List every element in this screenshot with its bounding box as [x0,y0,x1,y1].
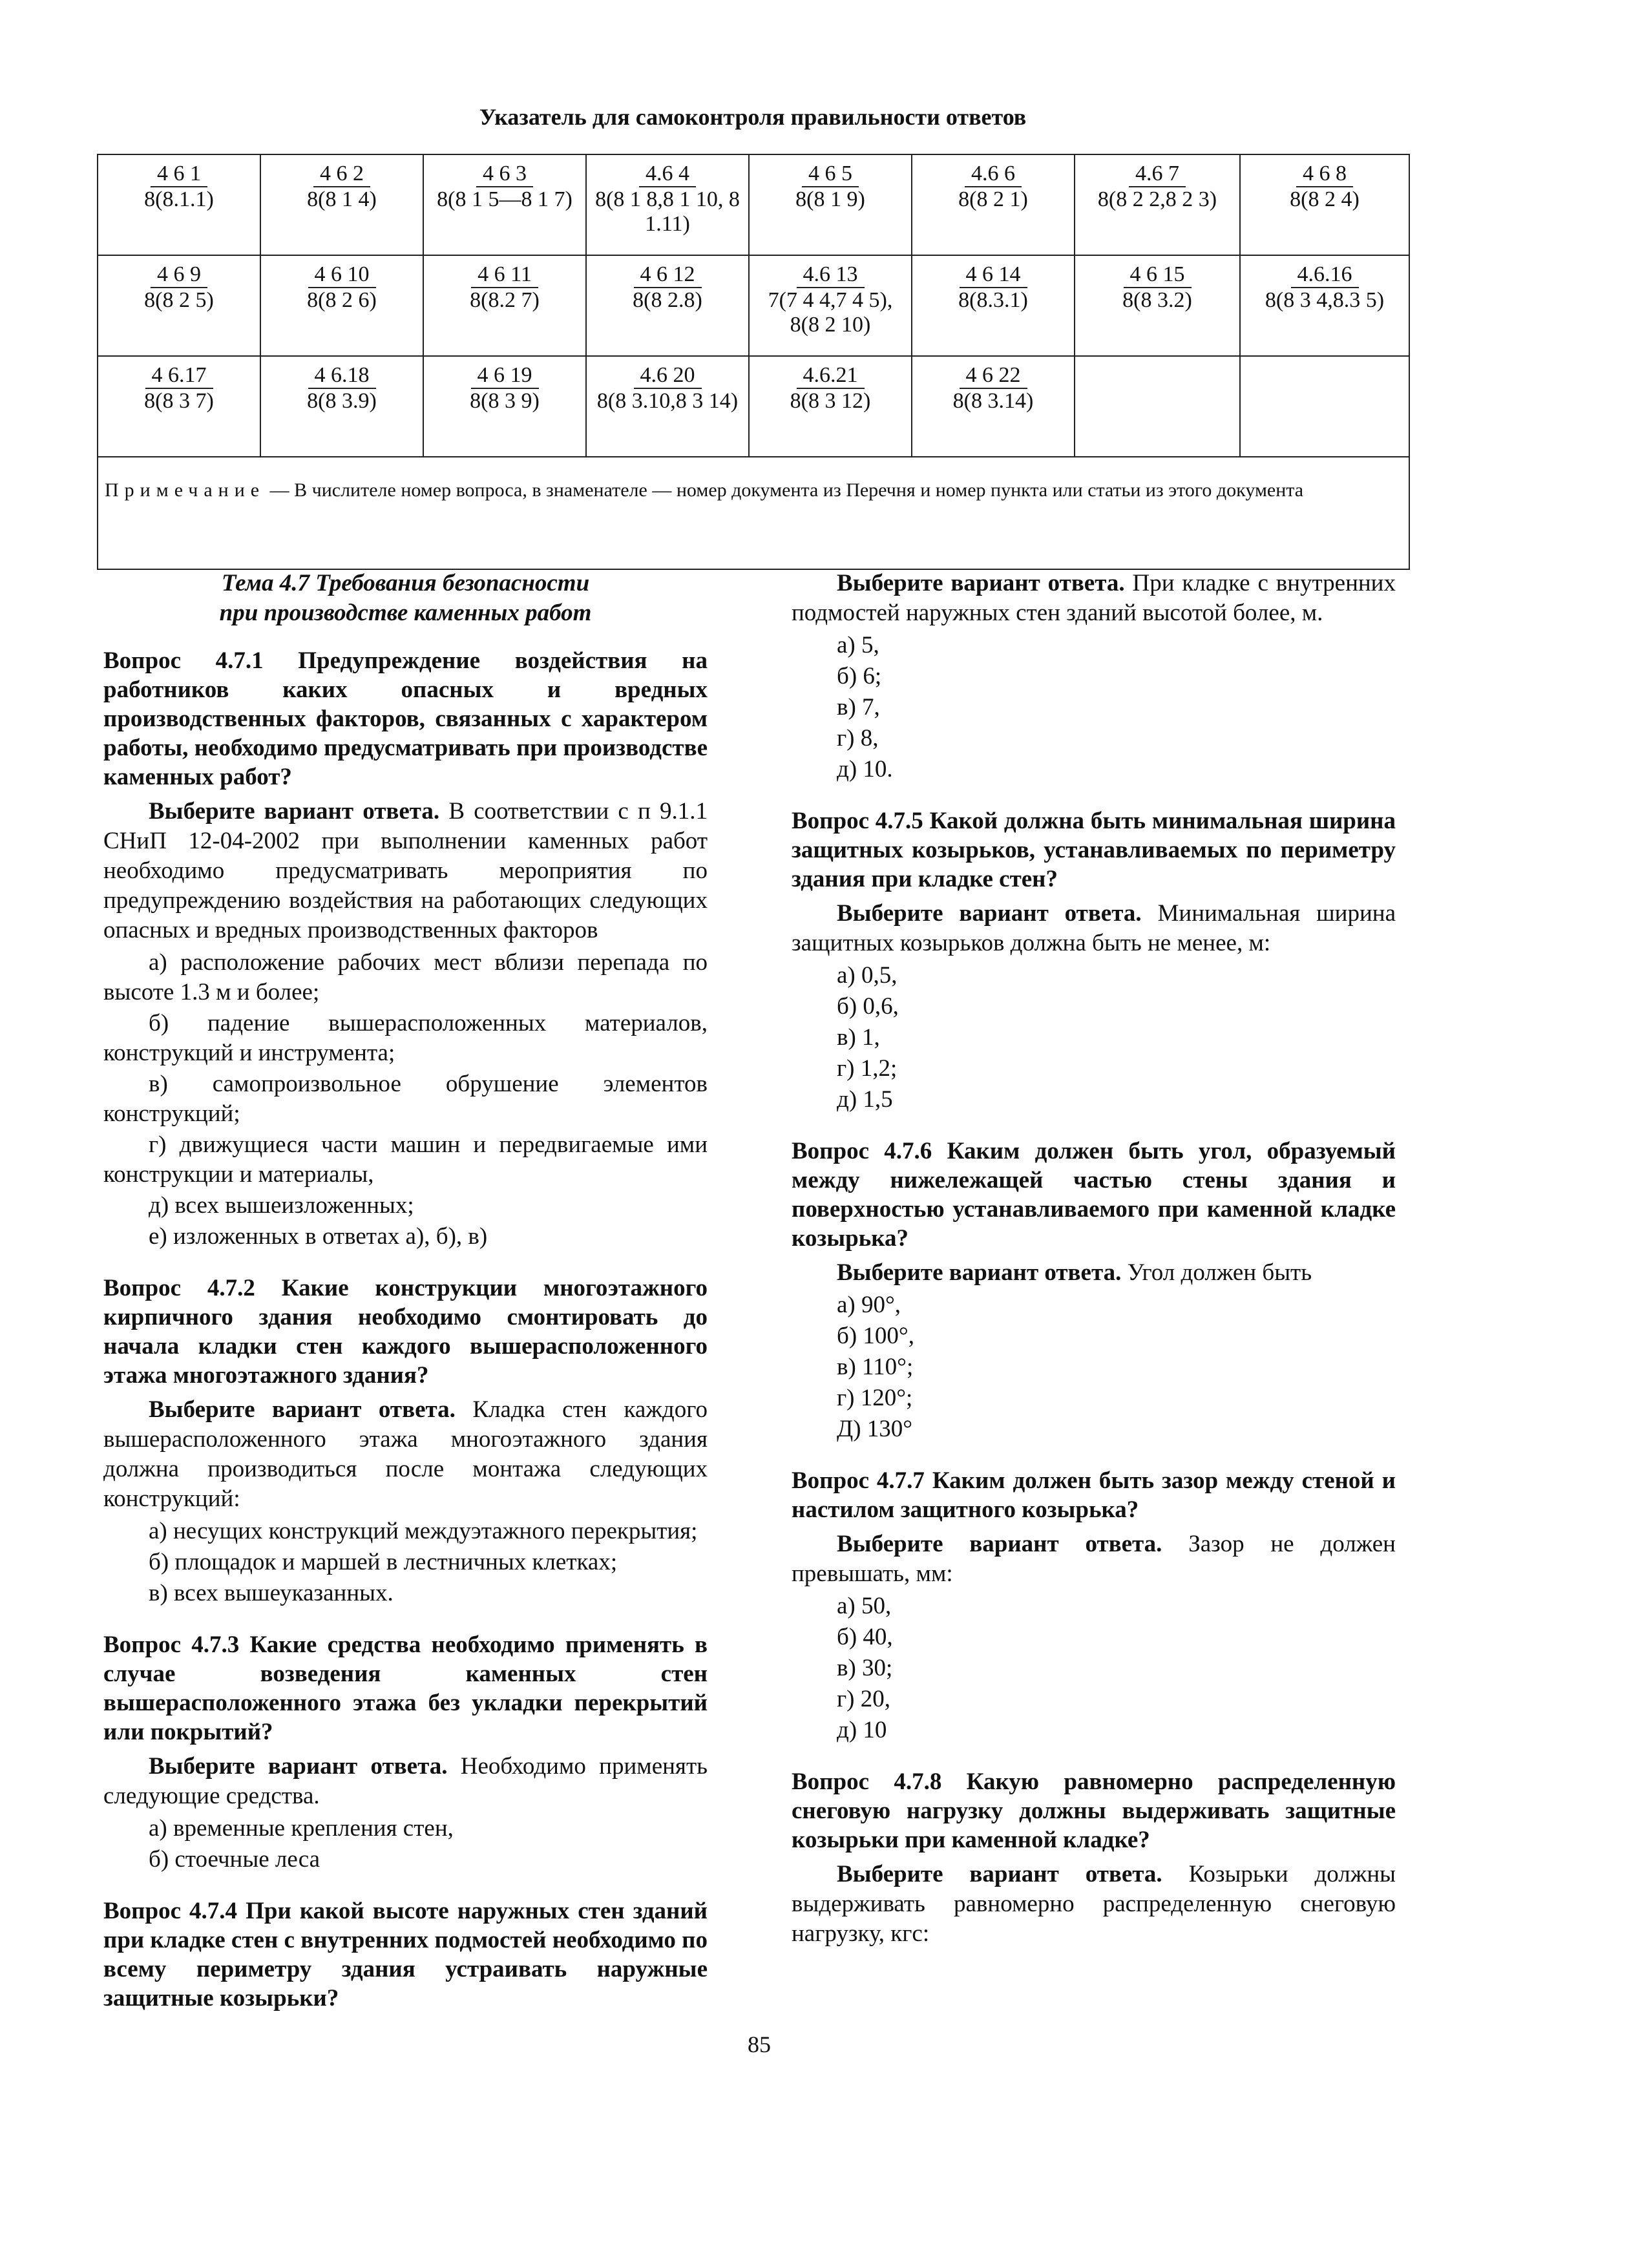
left-column [103,569,708,2018]
question-text: Вопрос 4.7.4 При какой высоте наружных стен зданий при кладке стен с внутренних подмостей необходимо по всему периметру здания устраивать наружные защитные козырьки? [103,1898,708,2011]
document-reference: 8(8 1 8,8 1 10, 8 1.11) [595,187,740,236]
topic-title-line-2: при производстве каменных работ [219,600,592,626]
question-4-7-2 [103,1274,708,1608]
option: б) 6; [837,663,882,689]
document-reference: 8(8 3 9) [470,389,540,413]
document-reference: 8(8.2 7) [470,288,540,312]
table-cell [1075,255,1240,356]
question-4-7-3 [103,1630,708,1874]
option: а) 0,5, [837,962,898,989]
option: в) всех вышеуказанных. [149,1580,394,1606]
table-cell [749,356,912,457]
answer-instruction [103,1395,708,1514]
table-cell [749,154,912,255]
option: б) 40, [837,1624,893,1650]
option: в) 7, [837,694,880,720]
question-number: 4 6.17 [145,363,213,389]
answer-instruction [103,1752,708,1811]
page-number: 85 [748,2032,771,2057]
question-4-7-4 [103,1896,708,2013]
option: Д) 130° [837,1416,913,1442]
document-reference: 8(8 3.14) [952,389,1034,413]
question-text: Вопрос 4.7.5 Какой должна быть минимальная ширина защитных козырьков, устанавливаемых по периметру здания при кладке стен? [792,808,1396,892]
table-row [98,255,1409,356]
answer-instruction [792,1860,1396,1949]
answer-lead: Выберите вариант ответа. [149,1753,448,1780]
topic-title-line-1: Тема 4.7 Требования безопасности [221,570,590,596]
option: г) 20, [837,1686,890,1712]
question-number: 4 6 5 [802,162,859,187]
answer-lead: Выберите вариант ответа. [837,1259,1122,1286]
table-cell [912,356,1075,457]
option: г) движущиеся части машин и передвигаемые ими конструкции и материалы, [103,1131,708,1188]
question-text: Вопрос 4.7.3 Какие средства необходимо применять в случае возведения каменных стен вышерасположенного этажа без укладки перекрытий или покрытий? [103,1632,708,1745]
option: д) всех вышеизложенных; [149,1192,414,1219]
option: д) 1,5 [837,1086,893,1113]
question-number: 4.6 4 [639,162,696,187]
answer-body: Минимальная ширина защитных козырьков должна быть не менее, м: [792,900,1396,956]
answer-lead: Выберите вариант ответа. [837,1861,1162,1887]
document-reference: 8(8.3.1) [958,288,1028,312]
question-number: 4 6 8 [1296,162,1353,187]
option: в) 110°; [837,1354,914,1380]
document-reference: 8(8 3 4,8.3 5) [1265,288,1385,312]
document-reference: 8(8.1.1) [144,187,214,211]
answer-lead: Выберите вариант ответа. [837,900,1142,927]
document-reference: 8(8 2 2,8 2 3) [1097,187,1217,211]
question-text: Вопрос 4.7.8 Какую равномерно распределенную снеговую нагрузку должны выдерживать защитные козырьки при каменной кладке? [792,1769,1396,1853]
table-cell [1075,356,1240,457]
document-reference: 8(8 2 4) [1290,187,1360,211]
document-reference: 8(8 2.8) [633,288,702,312]
option: а) 5, [837,632,879,658]
question-number: 4.6 20 [634,363,702,389]
table-cell [98,356,260,457]
option: а) 90°, [837,1292,901,1318]
question-4-7-4-answers [792,569,1396,784]
option: г) 1,2; [837,1055,898,1082]
document-reference: 8(8 3 7) [144,389,214,413]
question-number: 4.6 13 [797,262,865,288]
option: б) 100°, [837,1323,914,1349]
answer-index-table [97,154,1410,570]
table-cell [586,255,749,356]
question-4-7-1 [103,646,708,1252]
question-number: 4 6 14 [960,262,1027,288]
table-cell [98,154,260,255]
question-number: 4 6 11 [471,262,538,288]
answer-body: Кладка стен каждого вышерасположенного этажа многоэтажного здания должна производиться после монтажа следующих конструкций: [103,1396,708,1512]
document-reference: 8(8 2 5) [144,288,214,312]
answer-body: Необходимо применять следующие средства. [103,1753,708,1809]
table-row [98,154,1409,255]
table-cell [1240,356,1409,457]
answer-instruction [792,899,1396,958]
document-reference: 8(8 2 1) [958,187,1028,211]
question-number: 4 6 3 [476,162,533,187]
table-cell [1240,154,1409,255]
question-number: 4.6.16 [1291,262,1359,288]
question-number: 4 6 19 [471,363,539,389]
question-number: 4.6 7 [1129,162,1186,187]
answer-body: При кладке с внутренних подмостей наружных стен зданий высотой более, м. [792,570,1396,626]
option: а) 50, [837,1593,892,1619]
answer-instruction [792,1529,1396,1589]
question-number: 4 6 15 [1124,262,1192,288]
table-note [98,457,1409,569]
answer-instruction [792,1258,1396,1288]
question-number: 4.6 6 [965,162,1022,187]
question-number: 4 6 1 [151,162,207,187]
answer-body: В соответствии с п 9.1.1 СНиП 12-04-2002 при выполнении каменных работ необходимо предусматривать мероприятия по предупреждению воздействия на работающих следующих опасных и вредных производственных факторов [103,798,708,943]
table-cell [260,255,423,356]
document-reference: 8(8 3.9) [307,389,377,413]
table-cell [260,154,423,255]
document-reference: 8(8 1 4) [307,187,377,211]
question-number: 4 6 10 [308,262,376,288]
answer-body: Угол должен быть [1121,1259,1312,1286]
question-4-7-7 [792,1466,1396,1745]
answer-instruction [792,569,1396,628]
document-reference: 8(8 1 5—8 1 7) [437,187,572,211]
table-cell [260,356,423,457]
document-reference: 7(7 4 4,7 4 5), 8(8 2 10) [768,288,893,337]
option: е) изложенных в ответах а), б), в) [149,1223,488,1250]
table-cell [98,255,260,356]
question-number: 4 6 2 [313,162,370,187]
option: б) площадок и маршей в лестничных клетках; [149,1549,618,1575]
document-reference: 8(8 2 6) [307,288,377,312]
table-cell [423,154,586,255]
question-text: Вопрос 4.7.1 Предупреждение воздействия на работников каких опасных и вредных производственных факторов, связанных с характером работы, необходимо предусматривать при производстве каменных работ? [103,647,708,790]
answer-body: Зазор не должен превышать, мм: [792,1531,1396,1587]
option: а) расположение рабочих мест вблизи перепада по высоте 1.3 м и более; [103,949,708,1005]
table-cell [423,255,586,356]
option: в) самопроизвольное обрушение элементов конструкций; [103,1071,708,1127]
question-number: 4.6.21 [797,363,865,389]
answer-lead: Выберите вариант ответа. [837,570,1125,596]
question-number: 4 6.18 [308,363,376,389]
table-cell [912,154,1075,255]
option: г) 120°; [837,1385,913,1411]
table-cell [1240,255,1409,356]
table-cell [586,356,749,457]
document-reference: 8(8 3 12) [790,389,871,413]
document-reference: 8(8 3.2) [1122,288,1192,312]
question-text: Вопрос 4.7.6 Каким должен быть угол, образуемый между нижележащей частью стены здания и поверхностью устанавливаемого при каменной кладке козырька? [792,1138,1396,1252]
question-4-7-6 [792,1137,1396,1444]
answer-body: Козырьки должны выдерживать равномерно распределенную снеговую нагрузку, кгс: [792,1861,1396,1947]
option: б) стоечные леса [149,1846,320,1873]
page-header: Указатель для самоконтроля правильности ответов [479,104,1027,130]
document-reference: 8(8 3.10,8 3 14) [596,389,739,413]
note-lead: Примечание [105,479,266,501]
question-number: 4 6 9 [151,262,207,288]
answer-lead: Выберите вариант ответа. [149,1396,456,1423]
option: а) временные крепления стен, [149,1815,454,1842]
table-cell [1075,154,1240,255]
answer-lead: Выберите вариант ответа. [837,1531,1162,1557]
table-cell [749,255,912,356]
question-4-7-5 [792,806,1396,1115]
option: д) 10. [837,756,893,782]
table-cell [586,154,749,255]
option: д) 10 [837,1717,887,1743]
option: в) 30; [837,1655,893,1681]
note-text: — В числителе номер вопроса, в знаменателе — номер документа из Перечня и номер пункта или статьи из этого документа [265,479,1304,501]
answer-lead: Выберите вариант ответа. [149,798,440,824]
question-text: Вопрос 4.7.7 Каким должен быть зазор между стеной и настилом защитного козырька? [792,1467,1396,1523]
right-column [792,569,1396,1951]
document-reference: 8(8 1 9) [795,187,865,211]
option: а) несущих конструкций междуэтажного перекрытия; [149,1518,698,1544]
table-cell [912,255,1075,356]
question-number: 4 6 22 [960,363,1027,389]
answer-instruction [103,797,708,945]
topic-title [103,569,708,628]
option: г) 8, [837,725,879,751]
question-text: Вопрос 4.7.2 Какие конструкции многоэтажного кирпичного здания необходимо смонтировать до начала кладки стен каждого вышерасположенного этажа многоэтажного здания? [103,1275,708,1389]
question-number: 4 6 12 [634,262,702,288]
table-row [98,356,1409,457]
table-cell [423,356,586,457]
question-4-7-8 [792,1767,1396,1949]
option: в) 1, [837,1024,880,1051]
option: б) 0,6, [837,993,899,1020]
option: б) падение вышерасположенных материалов, конструкций и инструмента; [103,1010,708,1066]
